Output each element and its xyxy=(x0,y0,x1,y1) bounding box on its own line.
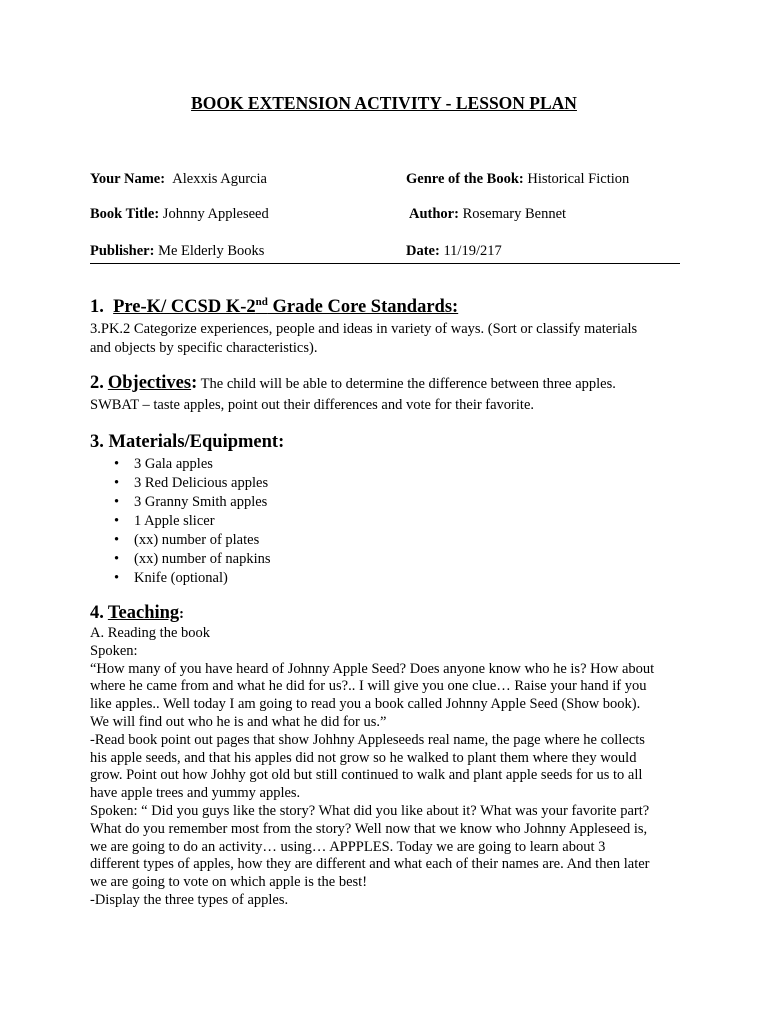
section-2-number: 2. xyxy=(90,373,104,393)
list-item: • 3 Granny Smith apples xyxy=(114,493,271,512)
list-item: • Knife (optional) xyxy=(114,569,271,588)
your-name-label: Your Name: xyxy=(90,171,166,187)
section-1-title-part1: Pre-K/ CCSD K-2 xyxy=(113,297,256,318)
section-1-title-superscript: nd xyxy=(255,296,268,308)
your-name-field xyxy=(90,171,267,188)
header-divider xyxy=(90,263,680,264)
document-title: BOOK EXTENSION ACTIVITY - LESSON PLAN xyxy=(191,93,577,113)
list-item: • (xx) number of plates xyxy=(114,531,271,550)
section-1-title xyxy=(113,297,458,317)
list-item: • 1 Apple slicer xyxy=(114,512,271,531)
teaching-line: -Read book point out pages that show Johhny Appleseeds real name, the page where he collects xyxy=(90,731,645,748)
section-2-colon: : xyxy=(191,373,198,393)
teaching-line: We will find out who he is and what he did for us.” xyxy=(90,713,387,730)
book-title-value: Johnny Appleseed xyxy=(162,206,269,222)
publisher-value: Me Elderly Books xyxy=(158,243,265,259)
date-value: 11/19/217 xyxy=(443,243,502,259)
section-1-line: and objects by specific characteristics). xyxy=(90,339,318,356)
section-1-number: 1. xyxy=(90,297,104,318)
section-2-heading-line xyxy=(90,373,616,394)
teaching-line: like apples.. Well today I am going to read you a book called Johnny Apple Seed (Show book). xyxy=(90,696,641,713)
date-label: Date: xyxy=(406,243,440,259)
teaching-line: have apple trees and yummy apples. xyxy=(90,785,301,802)
materials-list xyxy=(114,455,271,588)
teaching-line: Spoken: xyxy=(90,642,138,659)
teaching-line: different types of apples, how they are different and what each of their names are. And then later xyxy=(90,856,650,873)
list-item: • 3 Red Delicious apples xyxy=(114,474,271,493)
publisher-label: Publisher: xyxy=(90,243,155,259)
publisher-field xyxy=(90,243,264,260)
section-1-line: 3.PK.2 Categorize experiences, people and ideas in variety of ways. (Sort or classify materials xyxy=(90,321,638,337)
section-1-title-part2: Grade Core Standards: xyxy=(267,297,459,318)
date-field xyxy=(406,243,502,260)
genre-value: Historical Fiction xyxy=(527,171,630,187)
teaching-line: Spoken: “ Did you guys like the story? What did you like about it? What was your favorite part? xyxy=(90,802,650,819)
section-4-number: 4. xyxy=(90,603,104,623)
author-value: Rosemary Bennet xyxy=(462,206,567,222)
teaching-line: his apple seeds, and that his apples did not grow so he walked to plant them where they would xyxy=(90,749,637,766)
teaching-line: -Display the three types of apples. xyxy=(90,891,289,908)
teaching-line: “How many of you have heard of Johnny Apple Seed? Does anyone know who he is? How about xyxy=(90,660,655,677)
genre-label: Genre of the Book: xyxy=(406,171,524,187)
your-name-value: Alexxis Agurcia xyxy=(172,171,267,187)
teaching-line: we are going to do an activity… using… APPPLES. Today we are going to learn about 3 xyxy=(90,838,606,855)
list-item: • (xx) number of napkins xyxy=(114,550,271,569)
teaching-line: we are going to vote on which apple is the best! xyxy=(90,874,368,891)
section-4-colon: : xyxy=(179,606,184,622)
teaching-line: What do you remember most from the story? Well now that we know who Johnny Appleseed is, xyxy=(90,820,648,837)
section-4-body xyxy=(90,625,690,910)
teaching-line: A. Reading the book xyxy=(90,625,211,641)
section-2-text: The child will be able to determine the difference between three apples. xyxy=(200,376,616,392)
genre-field xyxy=(406,171,629,188)
section-1-heading xyxy=(90,296,458,318)
book-title-field xyxy=(90,206,269,223)
section-1-body xyxy=(90,320,637,357)
book-title-label: Book Title: xyxy=(90,206,160,222)
section-4-heading xyxy=(90,603,184,624)
section-2-swbat: SWBAT – taste apples, point out their differences and vote for their favorite. xyxy=(90,397,535,413)
section-3-heading: 3. Materials/Equipment: xyxy=(90,432,285,452)
section-2-title: Objectives xyxy=(107,373,192,393)
author-label: Author: xyxy=(409,206,459,222)
section-4-title: Teaching xyxy=(107,603,180,623)
list-item: • 3 Gala apples xyxy=(114,455,271,474)
teaching-line: grow. Point out how Johhy got old but still continued to walk and plant apple seeds for us to all xyxy=(90,767,643,784)
teaching-line: where he came from and what he did for us?.. I will give you one clue… Raise your hand if you xyxy=(90,678,647,695)
author-field xyxy=(409,206,566,223)
